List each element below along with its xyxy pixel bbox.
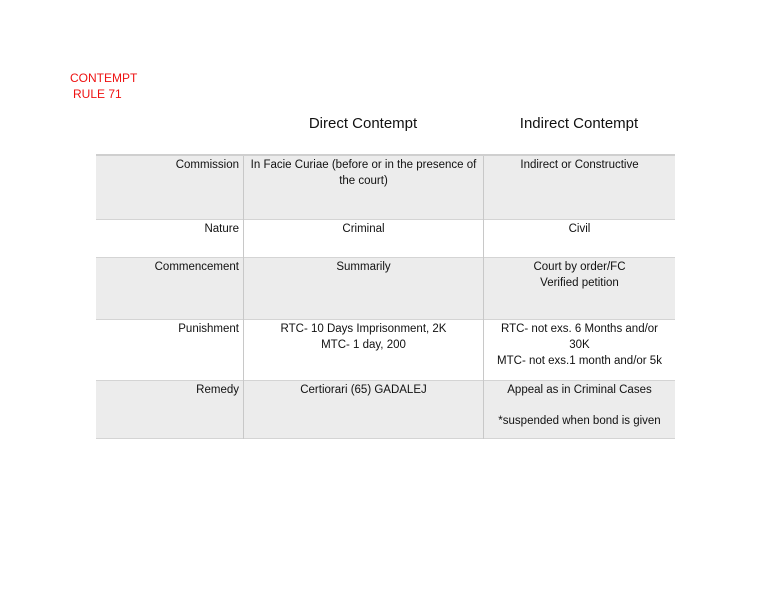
column-header-direct: Direct Contempt xyxy=(308,115,418,132)
table-row xyxy=(96,155,675,220)
row-label-punishment: Punishment xyxy=(96,320,244,381)
table-row xyxy=(96,258,675,320)
comparison-table xyxy=(96,154,675,439)
row-label-nature: Nature xyxy=(96,220,244,258)
cell-text: Certiorari (65) GADALEJ xyxy=(300,384,427,396)
cell-commission-indirect xyxy=(484,155,676,220)
table-row xyxy=(96,320,675,381)
table-row xyxy=(96,220,675,258)
row-label-commencement: Commencement xyxy=(96,258,244,320)
cell-text: the court) xyxy=(339,175,388,187)
cell-commission-direct xyxy=(244,155,484,220)
cell-nature-indirect xyxy=(484,220,676,258)
cell-text: Appeal as in Criminal Cases xyxy=(507,384,652,396)
cell-text: 30K xyxy=(569,339,590,351)
cell-text: Court by order/FC xyxy=(533,261,626,273)
cell-text: Summarily xyxy=(336,261,391,273)
document-title xyxy=(70,70,137,102)
cell-nature-direct xyxy=(244,220,484,258)
cell-text: Civil xyxy=(568,223,591,235)
table-row xyxy=(96,381,675,439)
title-line-2: RULE 71 xyxy=(73,87,122,101)
cell-text: Criminal xyxy=(342,223,385,235)
row-label-commission: Commission xyxy=(96,155,244,220)
cell-text: Indirect or Constructive xyxy=(520,159,639,171)
cell-text: MTC- 1 day, 200 xyxy=(321,339,406,351)
cell-punishment-indirect xyxy=(484,320,676,381)
cell-remedy-direct xyxy=(244,381,484,439)
cell-remedy-indirect xyxy=(484,381,676,439)
row-label-remedy: Remedy xyxy=(96,381,244,439)
cell-gap xyxy=(488,398,671,413)
column-header-indirect: Indirect Contempt xyxy=(519,115,639,132)
cell-text: *suspended when bond is given xyxy=(498,415,661,427)
cell-text: RTC- 10 Days Imprisonment, 2K xyxy=(280,323,447,335)
cell-punishment-direct xyxy=(244,320,484,381)
cell-commencement-indirect xyxy=(484,258,676,320)
cell-text: MTC- not exs.1 month and/or 5k xyxy=(497,355,662,367)
cell-commencement-direct xyxy=(244,258,484,320)
cell-text: RTC- not exs. 6 Months and/or xyxy=(500,323,659,335)
title-line-1: CONTEMPT xyxy=(70,71,138,85)
cell-text: Verified petition xyxy=(540,277,619,289)
cell-text: In Facie Curiae (before or in the presence of xyxy=(250,159,477,171)
